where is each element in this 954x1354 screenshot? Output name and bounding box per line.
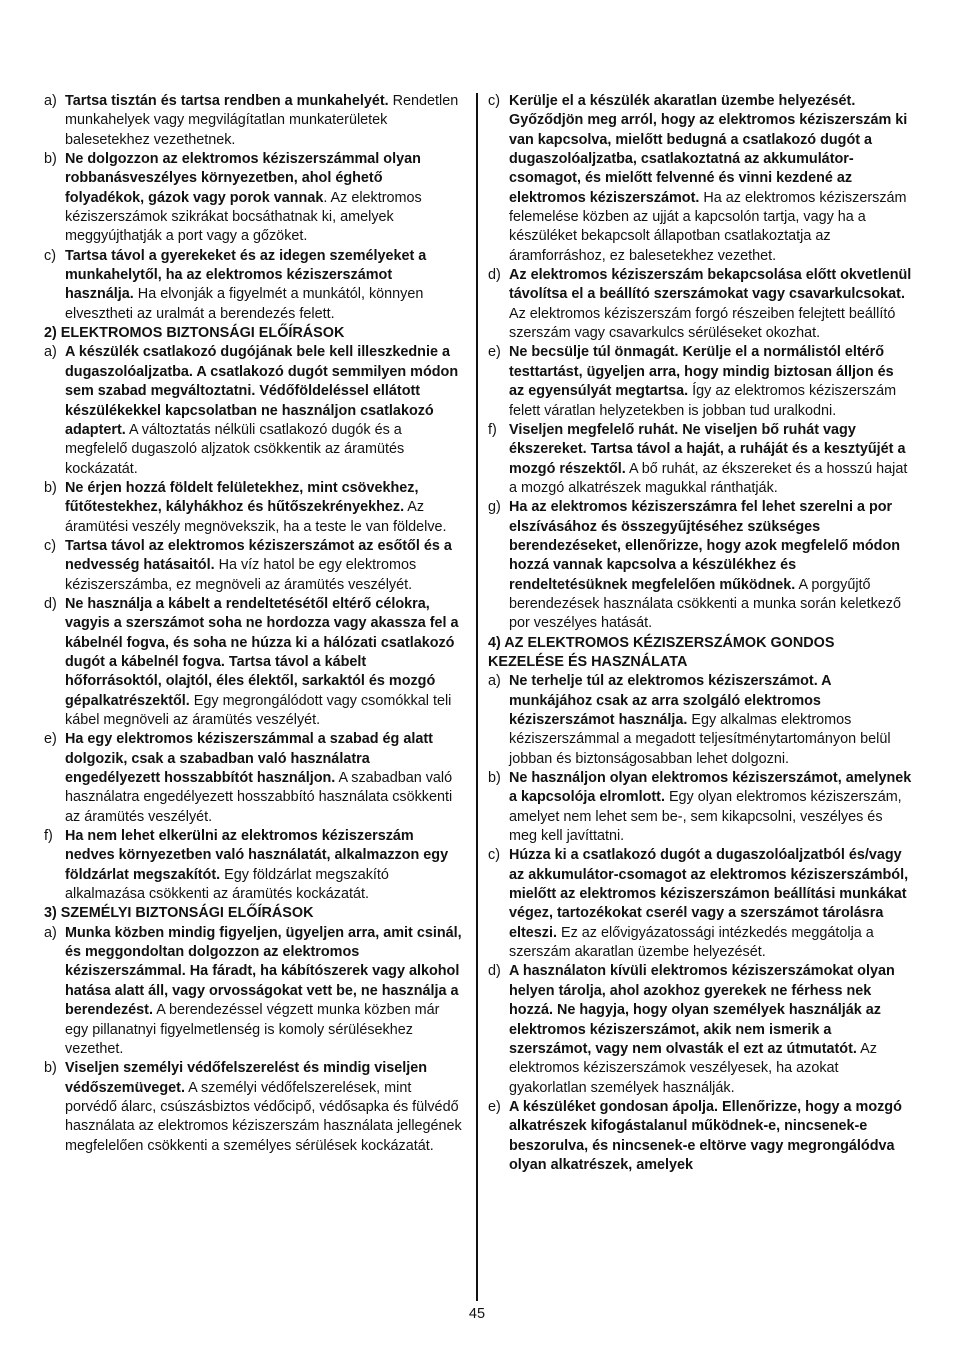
item-marker: g) <box>488 499 501 516</box>
item-text <box>65 1059 464 1156</box>
item-instruction: Ha nem lehet elkerülni az elektromos kéziszerszám nedves környezetben való használatát, alkalmazzon egy földzárlat megszakítót. <box>65 828 449 883</box>
item-explanation: Egy földzárlat megszakító alkalmazása csökkenti az áramütés kockázatát. <box>65 866 389 903</box>
item-instruction: Kerülje el a készülék akaratlan üzembe helyezését. Győződjön meg arról, hogy az elektromos kéziszerszám ki van kapcsolva, mielőtt bedugná a csatlakozó dugót a dugaszolóaljzatba, csatlakoztatná az akkumulátor-csomagot, és mielőtt felvenné és vinni kezdené az elektromos kéziszerszámot. <box>509 93 908 206</box>
item-instruction: Ne használja a kábelt a rendeltetésétől eltérő célokra, vagyis a szerszámot soha ne hordozza vagy akassza fel a kábelnél fogva, és soha ne húzza ki a hálózati csatlakozó dugót a kábelnél fogva. Tartsa távol a kábelt hőforrásoktól, olajtól, éles élektől, sarkaktól és mozgó gépalkatrészektől. <box>65 595 459 709</box>
item-instruction: A készülék csatlakozó dugójának bele kell illeszkednie a dugaszolóaljzatba. A csatlakozó dugót semmilyen módon sem szabad megváltoztatni. Védőföldeléssel ellátott készülékekkel kapcsolatban ne használjon csatlakozó adaptert. <box>65 344 459 438</box>
list-item <box>488 343 912 420</box>
item-text <box>509 421 912 498</box>
item-marker: a) <box>44 344 57 361</box>
left-column <box>44 92 464 1156</box>
list-item <box>44 537 464 595</box>
item-marker: d) <box>488 267 501 284</box>
item-marker: a) <box>44 93 57 109</box>
item-text <box>509 266 912 343</box>
section-heading: 4) AZ ELEKTROMOS KÉZISZERSZÁMOK GONDOS KEZELÉSE ÉS HASZNÁLATA <box>488 634 835 670</box>
list-item <box>44 150 464 247</box>
item-instruction: Ne használjon olyan elektromos kéziszerszámot, amelynek a kapcsolója elromlott. <box>509 770 912 806</box>
item-marker: b) <box>44 1060 57 1077</box>
item-marker: c) <box>44 537 56 554</box>
item-instruction: Ne dolgozzon az elektromos kéziszerszámmal olyan robbanásveszélyes környezetben, ahol éghető folyadékok, gázok vagy porok vannak <box>65 151 421 206</box>
item-text <box>65 730 464 827</box>
item-explanation: Ha elvonják a figyelmét a munkától, könnyen elvesztheti az uralmát a berendezés felett. <box>65 286 424 322</box>
item-explanation: Az elektromos kéziszerszámok veszélyesek, ha azokat gyakorlatlan személyek használják. <box>509 1040 877 1096</box>
item-explanation: A bő ruhát, az ékszereket és a hosszú hajat a mozgó alkatrészek magukkal ránthatják. <box>509 460 908 496</box>
item-marker: c) <box>488 847 500 864</box>
item-text <box>65 150 464 247</box>
item-instruction: Munka közben mindig figyeljen, ügyeljen arra, amit csinál, és meggondoltan dolgozzon az elektromos kéziszerszámmal. Ha fáradt, ha kábítószerek vagy alkohol hatása alatt áll, vagy orvosságokat vett be, ne használja a berendezést. <box>65 924 462 1019</box>
item-explanation: Így az elektromos kéziszerszám felett váratlan helyzetekben is jobban tud uralkodni. <box>509 383 897 419</box>
item-marker: c) <box>488 93 500 109</box>
list-item <box>488 266 912 343</box>
item-marker: f) <box>44 828 53 845</box>
list-item <box>488 498 912 633</box>
list-item <box>488 421 912 498</box>
list-item <box>488 962 912 1097</box>
item-text <box>65 924 464 1059</box>
item-text <box>509 846 912 962</box>
item-instruction: A használaton kívüli elektromos kéziszerszámokat olyan helyen tárolja, ahol azokhoz gyerekek ne férhess nek hozzá. Ne hagyja, hogy olyan személyek használják az elektromos kéziszerszámot, akik nem ismerik a szerszámot, vagy nem olvasták el ezt az útmutatót. <box>509 963 895 1057</box>
item-explanation: . Az elektromos kéziszerszámok szikrákat bocsáthatnak ki, amelyek meggyújthatják a port vagy a gőzöket. <box>65 189 422 245</box>
item-instruction: Tartsa távol az elektromos kéziszerszámot az esőtől és a nedvesség hatásaitól. <box>65 537 452 574</box>
column-divider <box>476 93 478 1301</box>
list-item <box>488 1098 912 1175</box>
item-explanation: A személyi védőfelszerelések, mint porvédő álarc, csúszásbiztos védőcipő, védősapka és fülvédő használata az elektromos kéziszerszám használata jellegének megfelelően csökkenti a személyes sérülések kockázatát. <box>65 1079 462 1154</box>
item-text <box>509 498 912 633</box>
item-explanation: Ha víz hatol be egy elektromos kéziszerszámba, ez megnöveli az áramütés veszélyét. <box>65 557 417 593</box>
item-marker: f) <box>488 421 497 438</box>
item-instruction: Ne érjen hozzá földelt felületekhez, mint csövekhez, fűtőtestekhez, kályhákhoz és hűtőszekrényekhez. <box>65 479 419 516</box>
item-explanation: Egy olyan elektromos kéziszerszám, amelyet nem lehet sem be-, sem kikapcsolni, veszélyes és meg kell javíttatni. <box>509 789 902 845</box>
item-marker: e) <box>488 344 501 361</box>
right-column <box>488 92 912 1175</box>
item-explanation: A változtatás nélküli csatlakozó dugók és a megfelelő dugaszoló aljzatok csökkentik az áramütés kockázatát. <box>65 421 405 477</box>
list-item <box>488 846 912 962</box>
item-instruction: Húzza ki a csatlakozó dugót a dugaszolóaljzatból és/vagy az akkumulátor-csomagot az elektromos kéziszerszámból, mielőtt az elektromos kéziszerszámon beállítási munkákat végez, tartozékokat cserél vagy a szerszámot tárolásra elteszi. <box>509 847 909 941</box>
item-instruction: Tartsa tisztán és tartsa rendben a munkahelyét. <box>65 93 389 109</box>
item-instruction: Viseljen személyi védőfelszerelést és mindig viseljen védőszemüveget. <box>65 1060 428 1096</box>
list-item <box>44 343 464 478</box>
item-explanation: Ez az elővigyázatossági intézkedés meggátolja a szerszám akaratlan üzembe helyezését. <box>509 924 874 961</box>
item-instruction: Ha az elektromos kéziszerszámra fel lehet szerelni a por elszívásához és összegyűjtéséhez szükséges berendezéseket, ellenőrizze, hogy azok megfelelő módon hozzá vannak kapcsolva a készülékhez és rendeltetésüknek megfelelően működnek. <box>509 499 901 593</box>
item-instruction: Viseljen megfelelő ruhát. Ne viseljen bő ruhát vagy ékszereket. Tartsa távol a haját, a ruháját és a kesztyűjét a mozgó részektől. <box>509 421 906 477</box>
list-item <box>488 672 912 769</box>
list-item <box>44 730 464 827</box>
item-text <box>509 769 912 846</box>
item-explanation: A porgyűjtő berendezések használata csökkenti a munka során keletkező por veszélyes hatását. <box>509 576 901 632</box>
item-text <box>65 827 464 904</box>
item-instruction: Az elektromos kéziszerszám bekapcsolása előtt okvetlenül távolítsa el a beállító szerszámokat vagy csavarkulcsokat. <box>509 267 912 303</box>
list-item <box>44 827 464 904</box>
list-item <box>44 595 464 730</box>
item-marker: d) <box>488 963 501 980</box>
item-explanation: Egy alkalmas elektromos kéziszerszámmal a megadott teljesítménytartományon belül jobban és biztonságosabban lehet dolgozni. <box>509 712 891 767</box>
item-instruction: Tartsa távol a gyerekeket és az idegen személyeket a munkahelytől, ha az elektromos kéziszerszámot használja. <box>65 247 427 303</box>
item-text <box>509 343 912 420</box>
item-text <box>65 537 464 595</box>
item-text <box>65 92 464 150</box>
list-item <box>44 924 464 1059</box>
list-item <box>488 92 912 266</box>
item-instruction: Ha egy elektromos kéziszerszámmal a szabad ég alatt dolgozik, csak a szabadban való használatra engedélyezett hosszabbítót használjon. <box>65 731 433 787</box>
item-text <box>65 343 464 478</box>
item-text <box>509 1098 912 1175</box>
list-item <box>44 479 464 537</box>
item-marker: a) <box>44 924 57 941</box>
item-instruction: Ne terhelje túl az elektromos kéziszerszámot. A munkájához csak az arra szolgáló elektromos kéziszerszámot használja. <box>509 673 832 728</box>
item-marker: e) <box>488 1098 501 1115</box>
section-heading: 3) SZEMÉLYI BIZTONSÁGI ELŐÍRÁSOK <box>44 905 314 922</box>
item-explanation: A szabadban való használatra engedélyezett hosszabbító használata csökkenti az áramütés veszélyét. <box>65 770 453 825</box>
item-text <box>509 962 912 1097</box>
item-explanation: A berendezéssel végzett munka közben már egy pillanatnyi figyelmetlenség is komoly sérülésekhez vezethet. <box>65 1002 440 1057</box>
item-instruction: A készüléket gondosan ápolja. Ellenőrizze, hogy a mozgó alkatrészek kifogástalanul működnek-e, nincsenek-e beszorulva, és nincsenek-e eltörve vagy megrongálódva olyan alkatrészek, amelyek <box>509 1098 902 1173</box>
item-marker: b) <box>44 479 57 496</box>
list-item <box>488 769 912 846</box>
item-text <box>65 595 464 730</box>
item-explanation: Rendetlen munkahelyek vagy megvilágítatlan munkaterületek balesetekhez vezethetnek. <box>65 93 459 148</box>
item-marker: b) <box>488 770 501 787</box>
item-marker: e) <box>44 731 57 748</box>
item-text <box>509 672 912 769</box>
item-explanation: Az áramütési veszély megnövekszik, ha a teste le van földelve. <box>65 499 447 535</box>
item-marker: b) <box>44 151 57 168</box>
item-explanation: Ha az elektromos kéziszerszám felemelése közben az ujját a kapcsolón tartja, vagy ha a készüléket bekapcsolt állapotban csatlakoztatja az áramforráshoz, ez balesetekhez vezethet. <box>509 189 907 264</box>
item-instruction: Ne becsülje túl önmagát. Kerülje el a normálistól eltérő testtartást, ügyeljen arra, hogy mindig biztosan álljon és az egyensúlyát megtartsa. <box>509 344 894 400</box>
item-marker: d) <box>44 595 57 612</box>
item-text <box>65 247 464 324</box>
item-explanation: Az elektromos kéziszerszám forgó részeiben felejtett beállító szerszám vagy csavarkulcs sérüléseket okozhat. <box>509 305 896 342</box>
item-text <box>509 92 912 266</box>
item-marker: a) <box>488 673 501 690</box>
page-number: 45 <box>468 1306 486 1322</box>
section-heading: 2) ELEKTROMOS BIZTONSÁGI ELŐÍRÁSOK <box>44 325 345 342</box>
item-marker: c) <box>44 247 56 264</box>
item-explanation: Egy megrongálódott vagy csomókkal teli kábel megnöveli az áramütés veszélyét. <box>65 692 452 728</box>
list-item <box>44 1059 464 1156</box>
list-item <box>44 92 464 150</box>
list-item <box>44 247 464 324</box>
item-text <box>65 479 464 537</box>
